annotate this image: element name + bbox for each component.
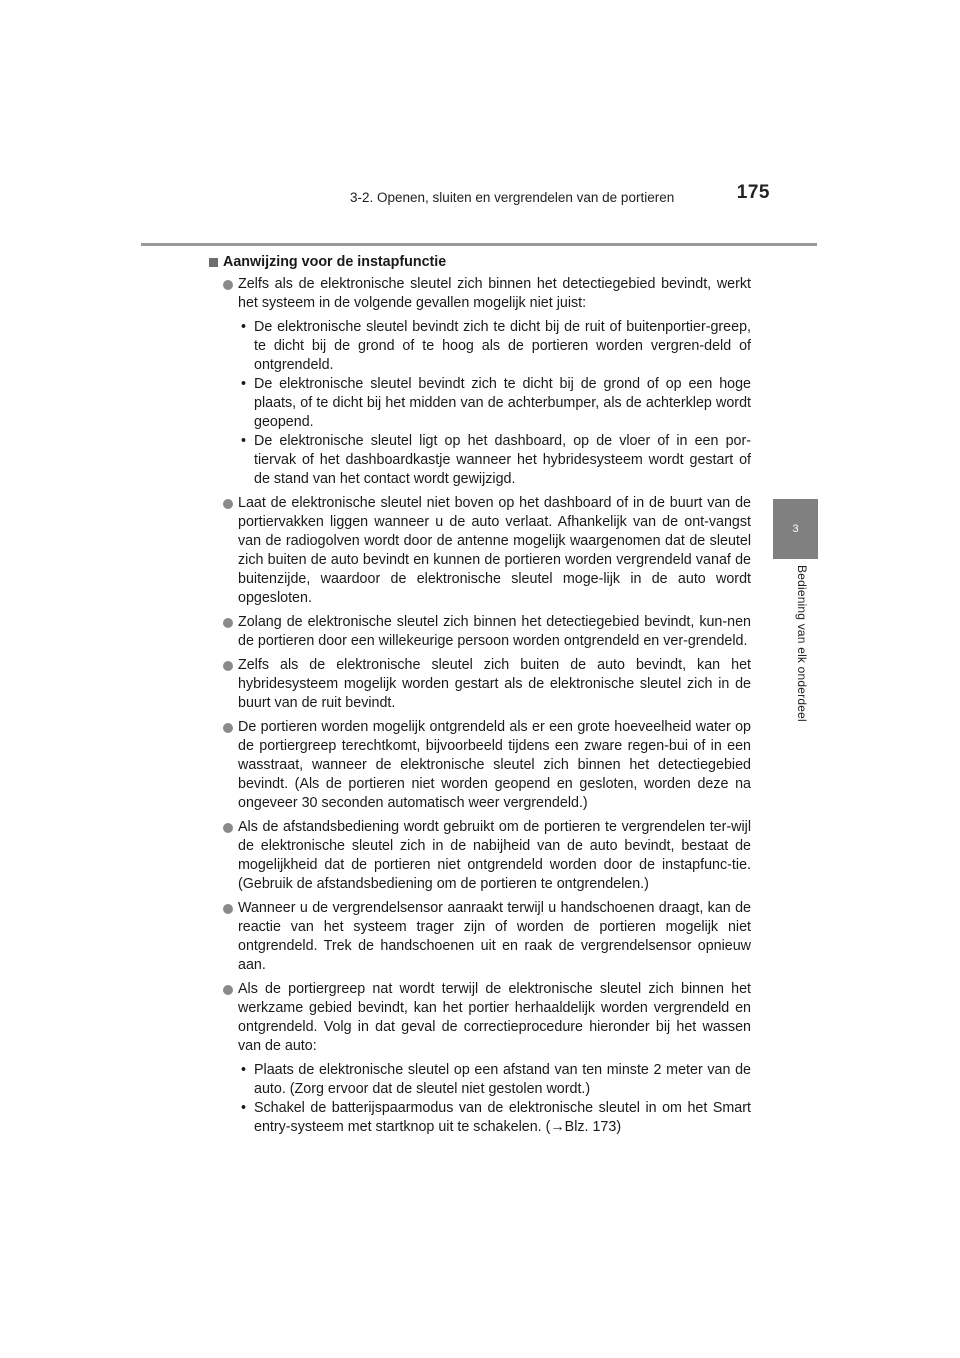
sub-list-text: De elektronische sleutel ligt op het dashboard, op de vloer of in een por-tiervak of het dashboardkastje wanneer het hybridesysteem wordt gestart of de stand van het contact wordt gewijzigd.: [254, 433, 751, 487]
circle-bullet-icon: [223, 618, 233, 628]
bullet-item: [209, 275, 751, 489]
small-bullet-icon: •: [241, 1100, 247, 1116]
circle-bullet-icon: [223, 661, 233, 671]
chapter-label: Bediening van elk onderdeel: [795, 565, 809, 722]
chapter-number: 3: [792, 523, 799, 535]
bullet-item: [209, 899, 751, 975]
circle-bullet-icon: [223, 280, 233, 290]
bullet-text: Als de portiergreep nat wordt terwijl de elektronische sleutel zich binnen het werkzame gebied bevindt, kan het portier herhaaldelijk worden vergrendeld en ontgrendeld. Volg in dat geval de correctieprocedure hieronder bij het wassen van de auto:: [238, 981, 751, 1054]
bullet-item: [209, 613, 751, 651]
bullet-item: [209, 818, 751, 894]
section-title: 3-2. Openen, sluiten en vergrendelen van de portieren: [350, 190, 675, 205]
sub-list: [238, 1061, 751, 1137]
bullet-item: [209, 980, 751, 1137]
circle-bullet-icon: [223, 723, 233, 733]
sub-list-item: [238, 1099, 751, 1137]
sub-list: [238, 318, 751, 489]
header-rule: [141, 243, 817, 246]
sub-list-text: Schakel de batterijspaarmodus van de elektronische sleutel in om het Smart entry-systeem met startknop uit te schakelen. (→Blz. 173): [254, 1100, 751, 1135]
bullet-text: Laat de elektronische sleutel niet boven op het dashboard of in de buurt van de portiervakken liggen wanneer u de auto verlaat. Afhankelijk van de ont-vangst van de radiogolven wordt door de antenne mogelijk waargenomen dat de sleutel zich buiten de auto bevindt en kunnen de portieren worden vergrendeld vanaf de buitenzijde, waardoor de elektronische sleutel moge-lijk in de auto wordt opgesloten.: [238, 495, 751, 606]
circle-bullet-icon: [223, 823, 233, 833]
bullet-text: Wanneer u de vergrendelsensor aanraakt terwijl u handschoenen draagt, kan de reactie van het systeem trager zijn of worden de portieren mogelijk niet ontgrendeld. Trek de handschoenen uit en raak de vergrendelsensor opnieuw aan.: [238, 900, 751, 973]
small-bullet-icon: •: [241, 433, 247, 449]
small-bullet-icon: •: [241, 319, 247, 335]
small-bullet-icon: •: [241, 1062, 247, 1078]
section-heading: [209, 253, 751, 272]
bullet-item: [209, 656, 751, 713]
section-heading-text: Aanwijzing voor de instapfunctie: [223, 254, 447, 270]
circle-bullet-icon: [223, 985, 233, 995]
bullet-text: Zelfs als de elektronische sleutel zich buiten de auto bevindt, kan het hybridesysteem mogelijk worden gestart als de elektronische sleutel zich in de buurt van de ruit bevindt.: [238, 657, 751, 711]
bullet-item: [209, 494, 751, 608]
sub-list-text: De elektronische sleutel bevindt zich te dicht bij de ruit of buitenportier-greep, te dicht bij de grond of te hoog als de portieren worden vergren-deld of ontgrendeld.: [254, 319, 751, 373]
circle-bullet-icon: [223, 904, 233, 914]
chapter-tab: [773, 499, 818, 559]
bullet-list: [209, 275, 751, 1137]
small-bullet-icon: •: [241, 376, 247, 392]
main-content: [209, 253, 751, 1142]
bullet-text: Zelfs als de elektronische sleutel zich binnen het detectiegebied bevindt, werkt het systeem in de volgende gevallen mogelijk niet juist:: [238, 276, 751, 311]
bullet-item: [209, 718, 751, 813]
sub-list-item: [238, 1061, 751, 1099]
circle-bullet-icon: [223, 499, 233, 509]
sub-list-text: De elektronische sleutel bevindt zich te dicht bij de grond of op een hoge plaats, of te dicht bij het midden van de achterbumper, als de achterklep wordt geopend.: [254, 376, 751, 430]
bullet-text: Zolang de elektronische sleutel zich binnen het detectiegebied bevindt, kun-nen de portieren door een willekeurige persoon worden ontgrendeld en ver-grendeld.: [238, 614, 751, 649]
sub-list-item: [238, 375, 751, 432]
page-number: 175: [736, 182, 770, 203]
sub-list-text: Plaats de elektronische sleutel op een afstand van ten minste 2 meter van de auto. (Zorg ervoor dat de sleutel niet gestolen wordt.): [254, 1062, 751, 1097]
sub-list-item: [238, 318, 751, 375]
sub-list-item: [238, 432, 751, 489]
bullet-text: Als de afstandsbediening wordt gebruikt om de portieren te vergrendelen ter-wijl de elektronische sleutel zich in de nabijheid van de auto bevindt, bestaat de mogelijkheid dat de portieren niet ontgrendeld worden door de instapfunc-tie. (Gebruik de afstandsbediening om de portieren te ontgrendelen.): [238, 819, 751, 892]
bullet-text: De portieren worden mogelijk ontgrendeld als er een grote hoeveelheid water op de portiergreep terechtkomt, bijvoorbeeld tijdens een zware regen-bui of in een wasstraat, wanneer de elektronische sleutel zich binnen het detectiegebied bevindt. (Als de portieren niet worden geopend en gesloten, worden deze na ongeveer 30 seconden automatisch weer vergrendeld.): [238, 719, 751, 811]
page-header: [350, 182, 770, 220]
square-bullet-icon: [209, 258, 218, 267]
